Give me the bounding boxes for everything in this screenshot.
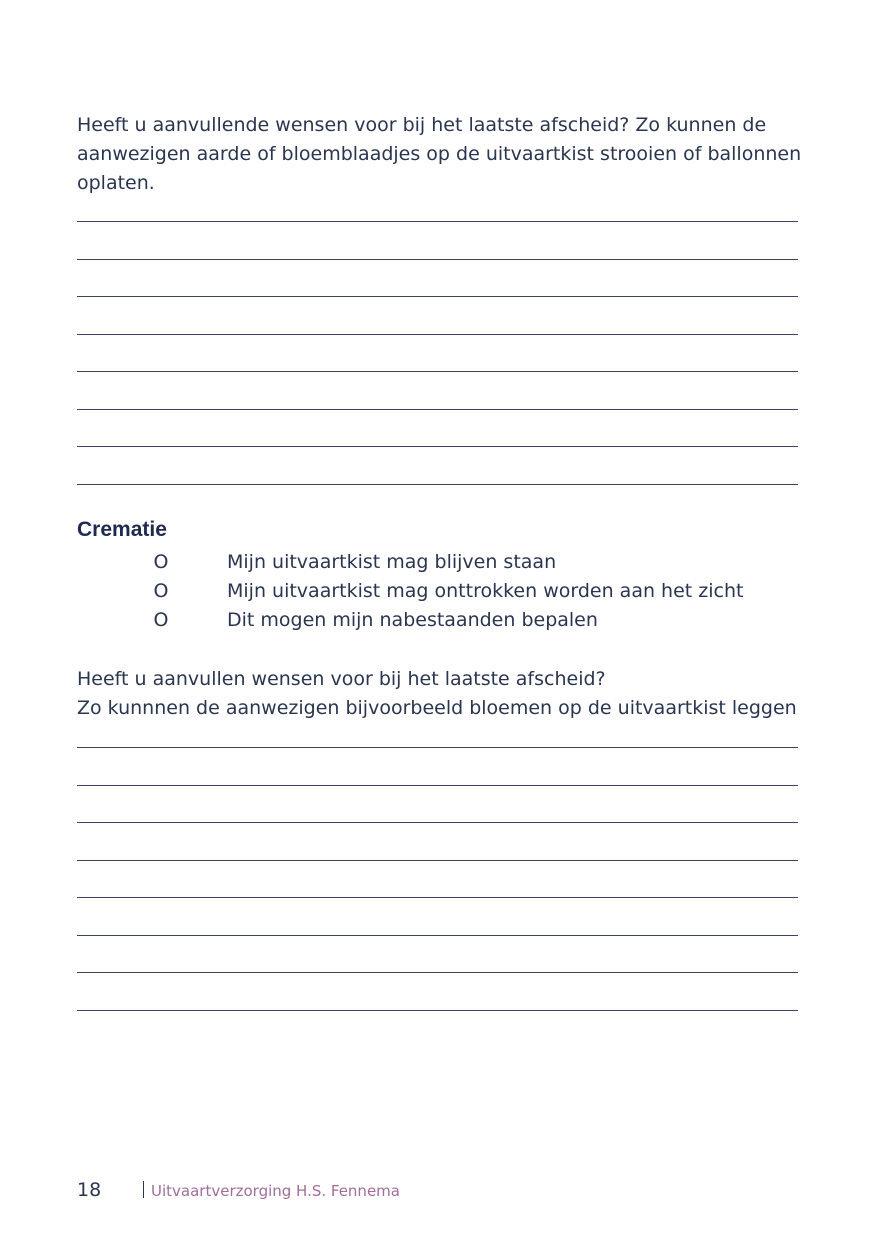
answer-line[interactable] [77,822,798,823]
answer-line[interactable] [77,860,798,861]
option-label: Mijn uitvaartkist mag blijven staan [227,551,557,573]
question-line: Heeft u aanvullende wensen voor bij het laatste afscheid? Zo kunnen de [77,114,767,136]
answer-line[interactable] [77,259,798,260]
answer-line[interactable] [77,972,798,973]
section-heading-crematie: Crematie [77,518,167,541]
radio-circle-icon[interactable]: O [153,551,169,573]
answer-line[interactable] [77,1010,798,1011]
answer-line[interactable] [77,334,798,335]
option-onttrokken[interactable] [0,577,875,606]
question-line: oplaten. [77,172,155,194]
answer-line[interactable] [77,897,798,898]
answer-line[interactable] [77,296,798,297]
answer-line[interactable] [77,785,798,786]
option-nabestaanden-bepalen[interactable] [0,606,875,635]
answer-line[interactable] [77,371,798,372]
footer-divider [143,1181,144,1198]
answer-line[interactable] [77,446,798,447]
radio-circle-icon[interactable]: O [153,609,169,631]
question-aanvullende-wensen-begrafenis [77,111,802,198]
question-line: Zo kunnnen de aanwezigen bijvoorbeeld bloemen op de uitvaartkist leggen [77,697,797,719]
option-blijven-staan[interactable] [0,548,875,577]
option-label: Dit mogen mijn nabestaanden bepalen [227,609,598,631]
page-footer [0,1177,875,1205]
radio-circle-icon[interactable]: O [153,580,169,602]
footer-brand: Uitvaartverzorging H.S. Fennema [151,1182,400,1200]
question-line: aanwezigen aarde of bloemblaadjes op de uitvaartkist strooien of ballonnen [77,143,802,165]
page-number: 18 [77,1179,102,1201]
option-label: Mijn uitvaartkist mag onttrokken worden aan het zicht [227,580,744,602]
answer-line[interactable] [77,747,798,748]
question-aanvullende-wensen-crematie [77,665,802,723]
answer-line[interactable] [77,484,798,485]
question-line: Heeft u aanvullen wensen voor bij het laatste afscheid? [77,668,606,690]
answer-line[interactable] [77,409,798,410]
answer-line[interactable] [77,221,798,222]
answer-line[interactable] [77,935,798,936]
